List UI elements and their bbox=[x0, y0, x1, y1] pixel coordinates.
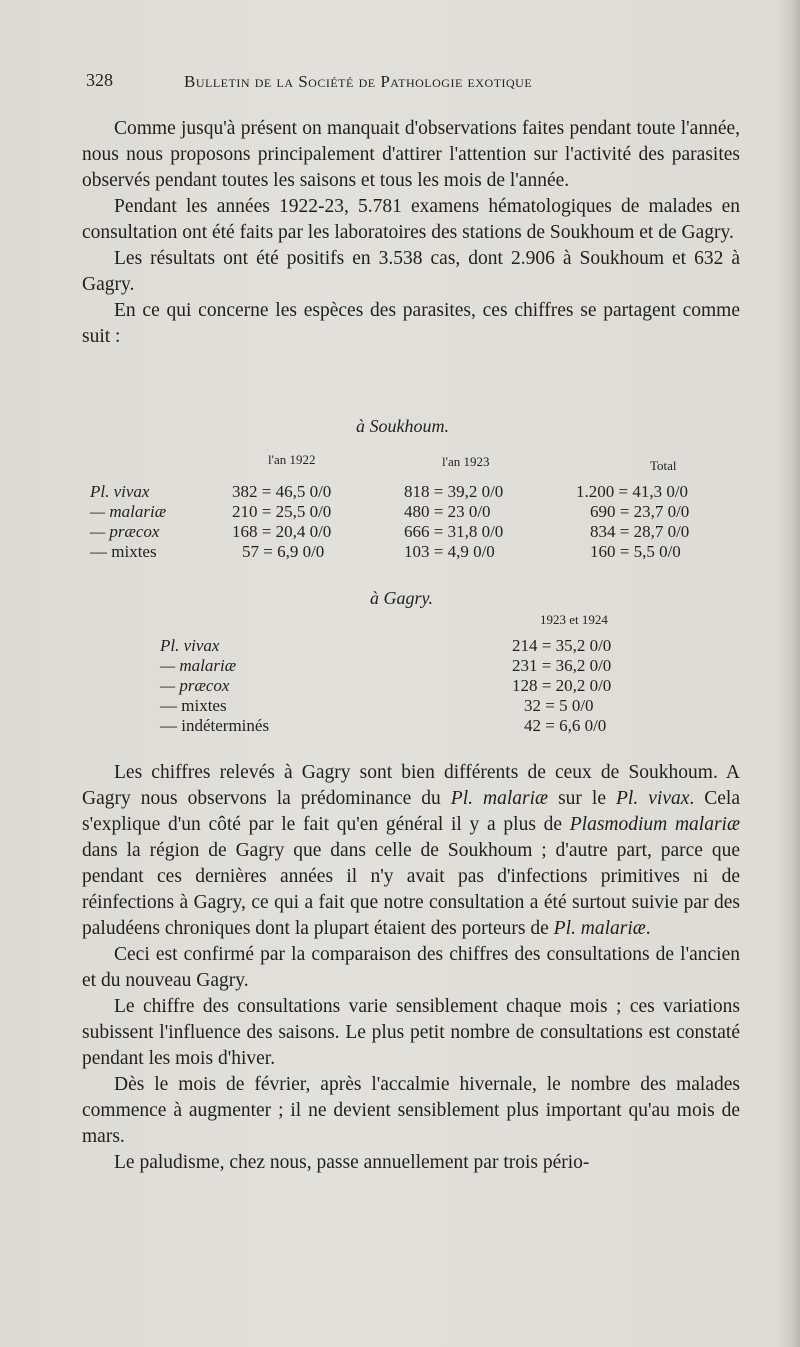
page-number: 328 bbox=[86, 70, 113, 90]
table-cell: 210 = 25,5 0/0 bbox=[232, 502, 332, 521]
soukhoum-title: à Soukhoum. bbox=[356, 416, 449, 436]
table-cell: 690 = 23,7 0/0 bbox=[590, 502, 690, 521]
table-cell: 160 = 5,5 0/0 bbox=[590, 542, 681, 561]
table-cell: 382 = 46,5 0/0 bbox=[232, 482, 332, 501]
table-cell: 168 = 20,4 0/0 bbox=[232, 522, 332, 541]
page-edge-shadow bbox=[778, 0, 800, 1347]
paragraph: Comme jusqu'à présent on manquait d'observations faites pendant toute l'année, nous nous proposons principalement d'attirer l'attention sur l'activité des parasites observés pendant toutes les saisons et tous les mois de l'année. bbox=[82, 118, 740, 191]
column-header: l'an 1923 bbox=[442, 454, 490, 469]
paragraph: Les chiffres relevés à Gagry sont bien différents de ceux de Soukhoum. A Gagry nous observons la prédominance du Pl. malariæ sur le Pl. vivax. Cela s'explique d'un côté par le fait qu'en général il y a plus de Plasmodium malariæ dans la région de Gagry que dans celle de Soukhoum ; d'autre part, parce que pendant ces dernières années il n'y avait pas d'infections primitives ni de réinfections à Gagry, ce qui a fait que notre consultation a été surtout suivie par des paludéens chroniques dont la plupart étaient des porteurs de Pl. malariæ. bbox=[82, 762, 741, 939]
row-label: — præcox bbox=[160, 676, 230, 695]
paragraph: Dès le mois de février, après l'accalmie hivernale, le nombre des malades commence à augmenter ; il ne devient sensiblement plus important qu'au mois de mars. bbox=[82, 1074, 740, 1147]
table-cell: 666 = 31,8 0/0 bbox=[404, 522, 504, 541]
row-label: — præcox bbox=[90, 522, 160, 541]
gagry-title: à Gagry. bbox=[370, 588, 433, 608]
column-header: l'an 1922 bbox=[268, 452, 316, 467]
row-label: Pl. vivax bbox=[160, 636, 220, 655]
table-cell: 231 = 36,2 0/0 bbox=[512, 656, 612, 675]
row-label: Pl. vivax bbox=[90, 482, 150, 501]
table-cell: 32 = 5 0/0 bbox=[524, 696, 594, 715]
discussion-text bbox=[82, 760, 740, 1176]
gagry-table bbox=[160, 612, 680, 742]
page-header bbox=[86, 70, 740, 100]
table-cell: 103 = 4,9 0/0 bbox=[404, 542, 495, 561]
column-header: Total bbox=[650, 458, 677, 473]
paragraph: Pendant les années 1922-23, 5.781 examens hématologiques de malades en consultation ont été faits par les laboratoires des stations de Soukhoum et de Gagry. bbox=[82, 196, 740, 243]
paragraph: Le chiffre des consultations varie sensiblement chaque mois ; ces variations subissent l'influence des saisons. Le plus petit nombre de consultations est constaté pendant les mois d'hiver. bbox=[82, 996, 740, 1069]
paragraph: Le paludisme, chez nous, passe annuellement par trois pério- bbox=[114, 1152, 590, 1173]
table-cell: 818 = 39,2 0/0 bbox=[404, 482, 504, 501]
column-header: 1923 et 1924 bbox=[540, 612, 608, 627]
table-cell: 834 = 28,7 0/0 bbox=[590, 522, 690, 541]
table-cell: 57 = 6,9 0/0 bbox=[242, 542, 325, 561]
paragraph: En ce qui concerne les espèces des parasites, ces chiffres se partagent comme suit : bbox=[82, 300, 740, 347]
table-cell: 42 = 6,6 0/0 bbox=[524, 716, 607, 735]
row-label: — malariæ bbox=[160, 656, 237, 675]
intro-text bbox=[82, 116, 740, 350]
row-label: — mixtes bbox=[90, 542, 157, 561]
row-label: — indéterminés bbox=[160, 716, 270, 735]
table-cell: 214 = 35,2 0/0 bbox=[512, 636, 612, 655]
running-title: Bulletin de la Société de Pathologie exotique bbox=[184, 72, 533, 91]
table-cell: 1.200 = 41,3 0/0 bbox=[576, 482, 689, 501]
table-cell: 480 = 23 0/0 bbox=[404, 502, 491, 521]
row-label: — malariæ bbox=[90, 502, 167, 521]
row-label: — mixtes bbox=[160, 696, 227, 715]
paragraph: Ceci est confirmé par la comparaison des chiffres des consultations de l'ancien et du nouveau Gagry. bbox=[82, 944, 740, 991]
paragraph: Les résultats ont été positifs en 3.538 cas, dont 2.906 à Soukhoum et 632 à Gagry. bbox=[82, 248, 740, 295]
soukhoum-table bbox=[82, 452, 762, 582]
table-cell: 128 = 20,2 0/0 bbox=[512, 676, 612, 695]
